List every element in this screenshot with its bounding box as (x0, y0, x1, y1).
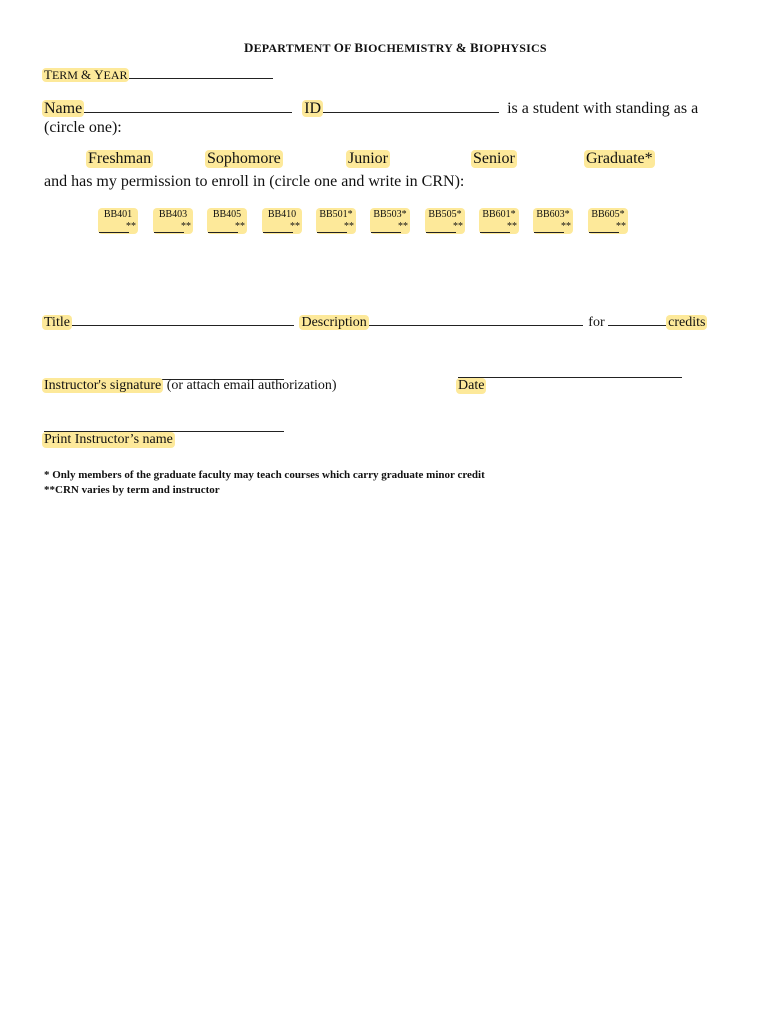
graduate-faculty-note: * Only members of the graduate faculty may teach courses which carry graduate minor credit (44, 469, 485, 481)
permission-text: and has my permission to enroll in (circle one and write in CRN): (44, 173, 465, 190)
course-code: BB603* (536, 209, 570, 220)
term-year-label: TERM & YEAR (44, 67, 128, 82)
crn-footnote-marker: ** (181, 221, 191, 232)
course-option[interactable] (207, 208, 247, 234)
crn-footnote-marker: ** (507, 221, 517, 232)
crn-field[interactable] (99, 222, 129, 233)
id-label: ID (304, 100, 322, 117)
date-field[interactable] (458, 362, 682, 378)
crn-footnote-marker: ** (126, 221, 136, 232)
course-option[interactable] (533, 208, 573, 234)
course-option[interactable] (479, 208, 519, 234)
standing-option-senior[interactable]: Senior (473, 150, 515, 167)
crn-footnote-marker: ** (398, 221, 408, 232)
circle-one-text: (circle one): (44, 119, 122, 136)
credits-field[interactable] (608, 310, 666, 326)
id-field[interactable] (323, 97, 499, 113)
print-name-field[interactable] (44, 416, 284, 432)
crn-field[interactable] (371, 222, 401, 233)
title-field[interactable] (72, 310, 294, 326)
form-title: DEPARTMENT OF BIOCHEMISTRY & BIOPHYSICS (244, 40, 547, 55)
crn-field[interactable] (589, 222, 619, 233)
standing-option-freshman[interactable]: Freshman (88, 150, 152, 167)
standing-option-junior[interactable]: Junior (348, 150, 388, 167)
title-label: Title (44, 315, 70, 330)
crn-field[interactable] (534, 222, 564, 233)
course-code: BB605* (591, 209, 625, 220)
course-code: BB505* (428, 209, 462, 220)
description-field[interactable] (369, 310, 583, 326)
course-option[interactable] (588, 208, 628, 234)
name-field[interactable] (84, 97, 292, 113)
print-name-label: Print Instructor’s name (44, 432, 173, 447)
term-year-row (42, 66, 273, 84)
crn-field[interactable] (426, 222, 456, 233)
crn-footnote-marker: ** (290, 221, 300, 232)
crn-field[interactable] (208, 222, 238, 233)
crn-field[interactable] (263, 222, 293, 233)
course-code: BB601* (482, 209, 516, 220)
signature-row (42, 378, 337, 394)
instructor-signature-label: Instructor's signature (44, 378, 162, 393)
course-code: BB503* (373, 209, 407, 220)
crn-footnote-marker: ** (616, 221, 626, 232)
name-label: Name (44, 100, 83, 117)
course-option[interactable] (370, 208, 410, 234)
crn-footnote-marker: ** (344, 221, 354, 232)
credits-label: credits (668, 315, 706, 330)
course-code: BB401 (103, 209, 133, 220)
crn-footnote-marker: ** (235, 221, 245, 232)
standing-text: is a student with standing as a (507, 100, 699, 117)
term-year-field[interactable] (129, 66, 273, 79)
course-option[interactable] (262, 208, 302, 234)
standing-option-sophomore[interactable]: Sophomore (207, 150, 281, 167)
name-id-row (42, 97, 698, 118)
for-text: for (588, 315, 605, 330)
crn-footnote-marker: ** (453, 221, 463, 232)
course-option[interactable] (425, 208, 465, 234)
course-option[interactable] (98, 208, 138, 234)
crn-note: **CRN varies by term and instructor (44, 484, 220, 496)
course-option[interactable] (153, 208, 193, 234)
course-code: BB403 (158, 209, 188, 220)
description-label: Description (301, 315, 367, 330)
crn-field[interactable] (480, 222, 510, 233)
course-code: BB405 (212, 209, 242, 220)
standing-option-graduate[interactable]: Graduate* (586, 150, 653, 167)
date-label: Date (458, 378, 485, 393)
course-code: BB410 (267, 209, 297, 220)
course-details-row (42, 310, 707, 331)
crn-field[interactable] (317, 222, 347, 233)
crn-footnote-marker: ** (561, 221, 571, 232)
crn-field[interactable] (154, 222, 184, 233)
course-option[interactable] (316, 208, 356, 234)
course-code: BB501* (319, 209, 353, 220)
email-authorization-text: (or attach email authorization) (166, 378, 337, 393)
